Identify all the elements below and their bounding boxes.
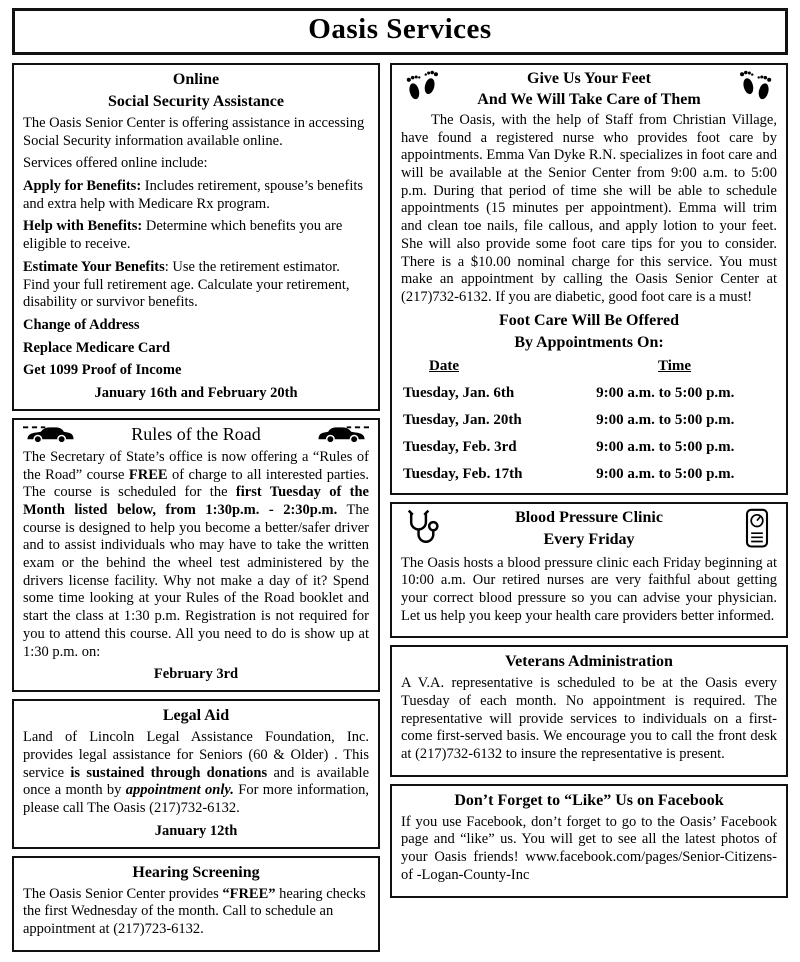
facebook-paragraph: If you use Facebook, don’t forget to go to the Oasis’ Facebook page and “like” us. You will get to see all the latest photos of your Oasis friends! www.facebook.com/pages/Senior-Citizens-of -Logan-County-Inc — [401, 813, 777, 883]
masthead — [12, 8, 788, 55]
blood-pressure-monitor-icon — [737, 508, 777, 550]
footcare-table-header — [403, 358, 775, 375]
schedule-date: Tuesday, Jan. 6th — [403, 384, 515, 401]
social-security-title-line2: Social Security Assistance — [108, 93, 284, 110]
section-veterans-administration — [390, 645, 788, 776]
ssa-intro-paragraph: The Oasis Senior Center is offering assistance in accessing Social Security information available online. — [23, 115, 365, 149]
ssa-help-paragraph: Help with Benefits: Determine which benefits you are eligible to receive. — [23, 218, 343, 253]
column-header-date: Date — [429, 357, 459, 374]
footcare-schedule-table — [403, 358, 775, 483]
ssa-estimate-paragraph: Estimate Your Benefits: Use the retirement estimator. Find your full retirement age. Calculate your retirement, disability or survivor benefits. — [23, 258, 350, 311]
table-row — [403, 439, 775, 456]
legal-aid-title: Legal Aid — [162, 707, 230, 725]
car-icon — [317, 424, 369, 444]
blood-pressure-paragraph: The Oasis hosts a blood pressure clinic each Friday beginning at 10:00 a.m. Our retired nurses are very faithful about getting your correct blood pressure so you can advise your physician. Let us help you keep your health care providers better informed. — [401, 554, 777, 624]
section-rules-of-the-road — [12, 418, 380, 692]
blood-pressure-titles — [441, 508, 737, 553]
schedule-time: 9:00 a.m. to 5:00 p.m. — [596, 465, 735, 482]
table-row — [403, 412, 775, 429]
hearing-title: Hearing Screening — [132, 863, 260, 881]
table-row — [403, 466, 775, 483]
footcare-paragraph: The Oasis, with the help of Staff from Christian Village, have found a registered nurse who provides foot care by appointments. Emma Van Dyke R.N. specializes in foot care and will be available at the Senior Center from 9:00 a.m. to 5:00 p.m. During that period of time she will be able to schedule appointments (15 minutes per appointment). Emma will trim and clean toe nails, file callous, and apply lotion to your feet. She will also provide some foot care tips for you to consider. There is a $10.00 nominal charge for this service. You must make an appointment by calling the Oasis Senior Center at (217)732-6132. If you are diabetic, good foot care is a must! — [401, 112, 777, 305]
ssa-replace-card-line: Replace Medicare Card — [23, 339, 171, 356]
section-facebook — [390, 784, 788, 898]
page-title: Oasis Services — [308, 13, 492, 45]
car-icon — [23, 424, 75, 444]
veterans-paragraph: A V.A. representative is scheduled to be at the Oasis every Tuesday of each month. No appointment is required. The representative will provide services to individuals on a first- come first-served basis. We encourage you to call the front desk at (217)732-6132 to insure the representative is present. — [401, 675, 777, 763]
schedule-time: 9:00 a.m. to 5:00 p.m. — [596, 384, 735, 401]
social-security-title-line1: Online — [172, 71, 220, 88]
column-header-time: Time — [658, 357, 692, 374]
section-blood-pressure — [390, 502, 788, 639]
schedule-date: Tuesday, Jan. 20th — [403, 411, 522, 428]
legal-aid-date-line: January 12th — [154, 822, 238, 839]
rules-title: Rules of the Road — [131, 423, 261, 444]
rules-body-paragraph: The Secretary of State’s office is now offering a “Rules of the Road” course FREE of charge to all interested parties. The course is scheduled for the first Tuesday of the Month listed below, from 1:30p.m. - 2:30p.m. The course is designed to help you become a better/safer driver and to assist individuals who may have to take the written exam or the behind the wheel test administered by the drivers license facility. Why not make a day of it? Spend some time looking at your Rules of the Road booklet and start the class at 1:30 p.m. Registration is not required for you to attend this course. All you need to do is show up at 1:30 p.m. on: — [23, 448, 369, 660]
footprints-icon — [737, 70, 775, 104]
ssa-services-paragraph: Services offered online include: — [23, 155, 208, 172]
section-social-security — [12, 63, 380, 411]
footcare-offered-line2: By Appointments On: — [514, 333, 664, 351]
facebook-title: Don’t Forget to “Like” Us on Facebook — [454, 791, 724, 809]
schedule-date: Tuesday, Feb. 17th — [403, 465, 523, 482]
legal-aid-paragraph: Land of Lincoln Legal Assistance Foundation, Inc. provides legal assistance for Seniors (60 & Older) . This service is sustained through donations and is available once a month by appointment only. For more information, please call The Oasis (217)732-6132. — [23, 729, 370, 816]
section-foot-care — [390, 63, 788, 495]
right-column — [390, 63, 788, 898]
footcare-title-row — [401, 70, 777, 109]
schedule-time: 9:00 a.m. to 5:00 p.m. — [596, 411, 735, 428]
footcare-offered-line1: Foot Care Will Be Offered — [498, 311, 680, 329]
schedule-date: Tuesday, Feb. 3rd — [403, 438, 517, 455]
section-hearing-screening — [12, 856, 380, 952]
blood-pressure-title-line2: Every Friday — [543, 530, 635, 548]
footcare-title-line1: Give Us Your Feet — [527, 70, 651, 87]
ssa-1099-line: Get 1099 Proof of Income — [23, 362, 182, 379]
table-row — [403, 385, 775, 402]
ssa-change-address-line: Change of Address — [23, 316, 140, 333]
rules-date-line: February 3rd — [153, 666, 239, 683]
blood-pressure-title-line1: Blood Pressure Clinic — [515, 508, 663, 526]
section-legal-aid — [12, 699, 380, 848]
ssa-dates-line: January 16th and February 20th — [94, 384, 298, 401]
content-columns — [12, 63, 788, 952]
veterans-title: Veterans Administration — [505, 653, 673, 671]
rules-title-row — [23, 424, 369, 445]
blood-pressure-title-row — [401, 508, 777, 553]
hearing-paragraph: The Oasis Senior Center provides “FREE” hearing checks the first Wednesday of the month. Call to schedule an appointment at (217)723-6132. — [23, 885, 366, 937]
footprints-icon — [403, 70, 441, 104]
stethoscope-icon — [401, 508, 441, 546]
left-column — [12, 63, 380, 952]
schedule-time: 9:00 a.m. to 5:00 p.m. — [596, 438, 735, 455]
ssa-apply-paragraph: Apply for Benefits: Includes retirement, spouse’s benefits and extra help with Medicare Rx program. — [23, 178, 364, 212]
footcare-title-line2: And We Will Take Care of Them — [477, 91, 701, 108]
